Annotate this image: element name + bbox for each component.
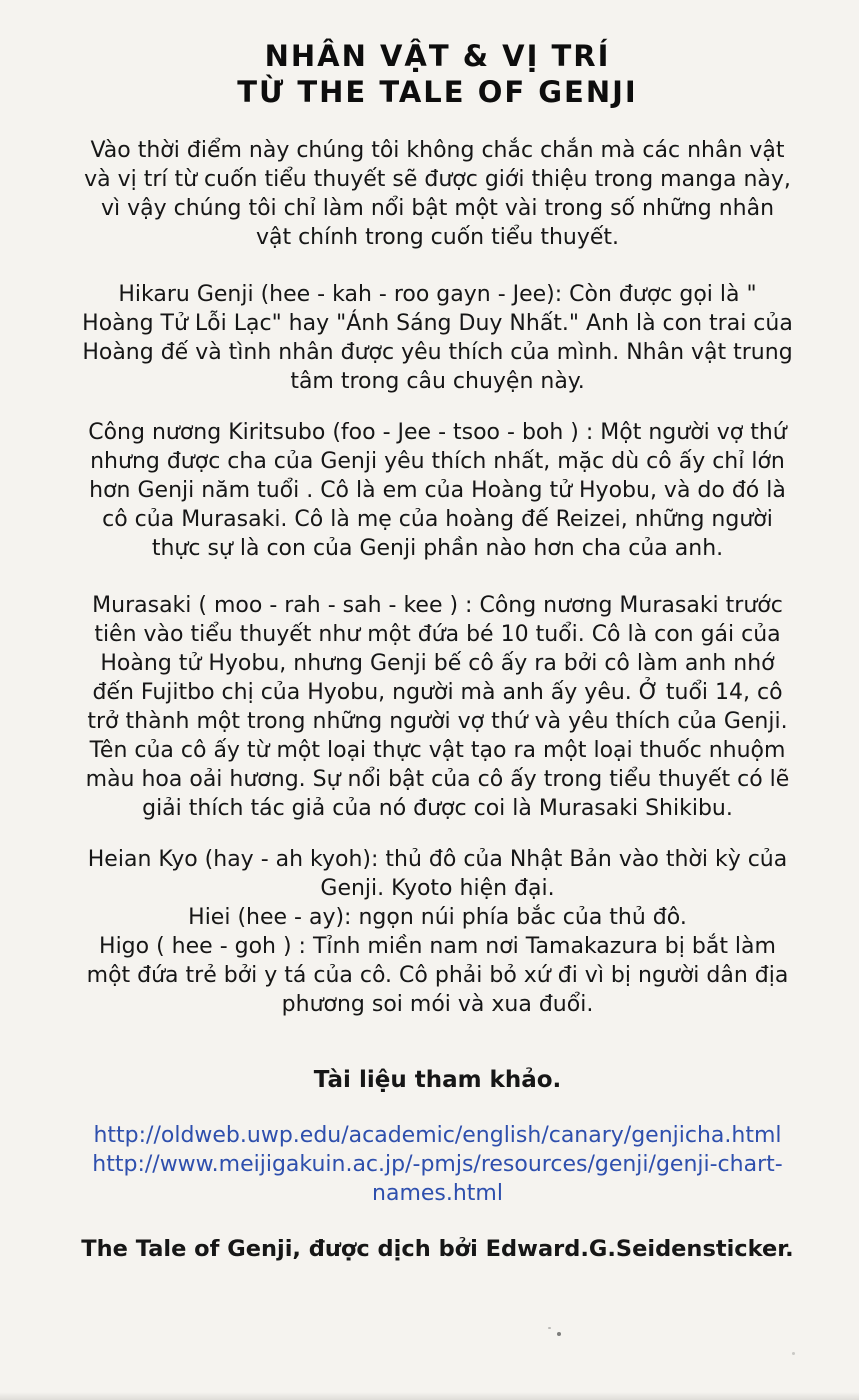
paragraph-kiritsubo: Công nương Kiritsubo (foo - Jee - tsoo - boh ) : Một người vợ thứ nhưng được cha của Genji yêu thích nhất, mặc dù cô ấy chỉ lớn hơn Genji năm tuổi . Cô là em của Hoàng tử Hyobu, và do đó là cô của Murasaki. Cô là mẹ của hoàng đế Reizei, những người thực sự là con của Genji phần nào hơn cha của anh. (88, 420, 787, 561)
paragraph-hikaru-genji: Hikaru Genji (hee - kah - roo gayn - Jee): Còn được gọi là " Hoàng Tử Lỗi Lạc" hay "Ánh Sáng Duy Nhất." Anh là con trai của Hoàng đế và tình nhân được yêu thích của mình. Nhân vật trung tâm trong câu chuyện này. (82, 282, 793, 394)
translation-credit: The Tale of Genji, được dịch bởi Edward.G.Seidensticker. (81, 1236, 794, 1262)
paragraph-places: Heian Kyo (hay - ah kyoh): thủ đô của Nhật Bản vào thời kỳ của Genji. Kyoto hiện đại. Hiei (hee - ay): ngọn núi phía bắc của thủ đô. Higo ( hee - goh ) : Tỉnh miền nam nơi Tamakazura bị bắt làm một đứa trẻ bởi y tá của cô. Cô phải bỏ xứ đi vì bị người dân địa phương soi mói và xua đuổi. (86, 847, 789, 1017)
page-title-line2: TỪ THE TALE OF GENJI (237, 75, 638, 109)
paragraph-intro: Vào thời điểm này chúng tôi không chắc chắn mà các nhân vật và vị trí từ cuốn tiểu thuyết sẽ được giới thiệu trong manga này, vì vậy chúng tôi chỉ làm nổi bật một vài trong số những nhân vật chính trong cuốn tiểu thuyết. (84, 138, 791, 250)
page-title-line1: NHÂN VẬT & VỊ TRÍ (264, 39, 611, 73)
reference-links (80, 1121, 795, 1208)
scan-speck (792, 1352, 795, 1355)
page-title (80, 38, 795, 110)
paragraph-murasaki: Murasaki ( moo - rah - sah - kee ) : Công nương Murasaki trước tiên vào tiểu thuyết như một đứa bé 10 tuổi. Cô là con gái của Hoàng tử Hyobu, nhưng Genji bế cô ấy ra bởi cô làm anh nhớ đến Fujitbo chị của Hyobu, người mà anh ấy yêu. Ở tuổi 14, cô trở thành một trong những người vợ thứ và yêu thích của Genji. Tên của cô ấy từ một loại thực vật tạo ra một loại thuốc nhuộm màu hoa oải hương. Sự nổi bật của cô ấy trong tiểu thuyết có lẽ giải thích tác giả của nó được coi là Murasaki Shikibu. (85, 593, 790, 821)
page-content (80, 38, 795, 1262)
scan-speck (557, 1332, 561, 1336)
references-heading: Tài liệu tham khảo. (313, 1067, 562, 1093)
scan-speck (548, 1327, 551, 1329)
reference-link-2[interactable]: http://www.meijigakuin.ac.jp/-pmjs/resources/genji/genji-chart-names.html (92, 1152, 783, 1206)
reference-link-1[interactable]: http://oldweb.uwp.edu/academic/english/canary/genjicha.html (93, 1123, 782, 1148)
scan-edge-shade (0, 1392, 859, 1400)
